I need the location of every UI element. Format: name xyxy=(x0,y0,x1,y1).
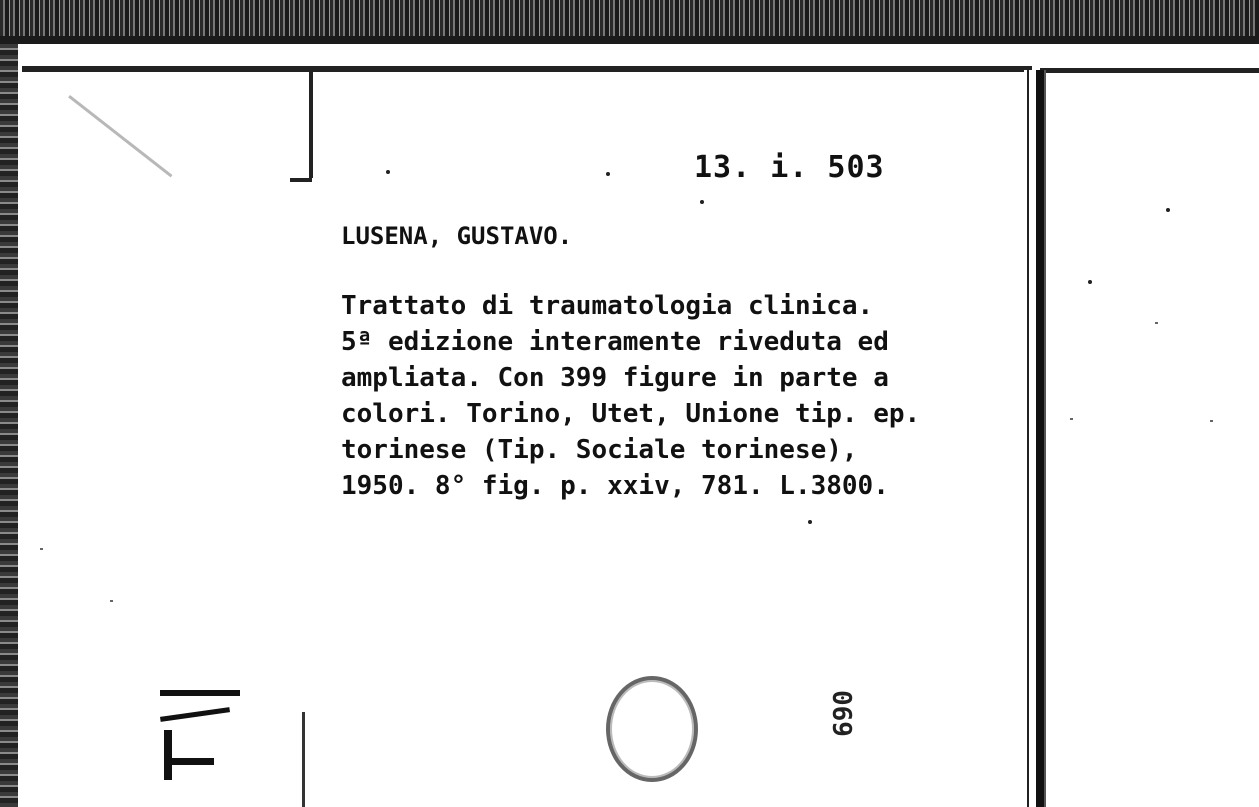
entry-line: ampliata. Con 399 figure in parte a xyxy=(341,363,889,393)
speck xyxy=(1210,420,1213,422)
scanner-top-band xyxy=(0,0,1259,44)
stamp-mark xyxy=(160,707,230,722)
speck xyxy=(40,548,43,550)
entry-line: 1950. 8° fig. p. xxiv, 781. L.3800. xyxy=(341,471,889,501)
call-number: 13. i. 503 xyxy=(694,150,885,185)
entry-line: Trattato di traumatologia clinica. xyxy=(341,291,874,321)
entry-line: colori. Torino, Utet, Unione tip. ep. xyxy=(341,399,921,429)
card-tick-mark xyxy=(290,178,312,182)
speck xyxy=(386,170,390,174)
author-heading: LUSENA, GUSTAVO. xyxy=(341,222,573,250)
catalog-entry xyxy=(341,288,1021,504)
speck xyxy=(110,600,113,602)
speck xyxy=(1155,322,1158,324)
punch-hole xyxy=(606,676,698,782)
side-number: 069 xyxy=(826,690,856,737)
card-top-border xyxy=(22,66,1032,72)
stamp-mark xyxy=(164,730,172,780)
speck xyxy=(1166,208,1170,212)
speck xyxy=(808,520,812,524)
card-right-border xyxy=(1024,70,1046,807)
stamp-mark xyxy=(164,758,214,765)
entry-line: 5ª edizione interamente riveduta ed xyxy=(341,327,889,357)
speck xyxy=(1070,418,1073,420)
scanner-left-edge xyxy=(0,44,18,807)
speck xyxy=(1088,280,1092,284)
entry-line: torinese (Tip. Sociale torinese), xyxy=(341,435,858,465)
card-left-rule xyxy=(309,70,313,178)
next-card-top-border xyxy=(1040,68,1259,73)
scan-artifact-line xyxy=(68,95,172,177)
stamp-mark xyxy=(160,690,240,696)
speck xyxy=(606,172,610,176)
card-left-rule-lower xyxy=(302,712,305,807)
speck xyxy=(700,200,704,204)
